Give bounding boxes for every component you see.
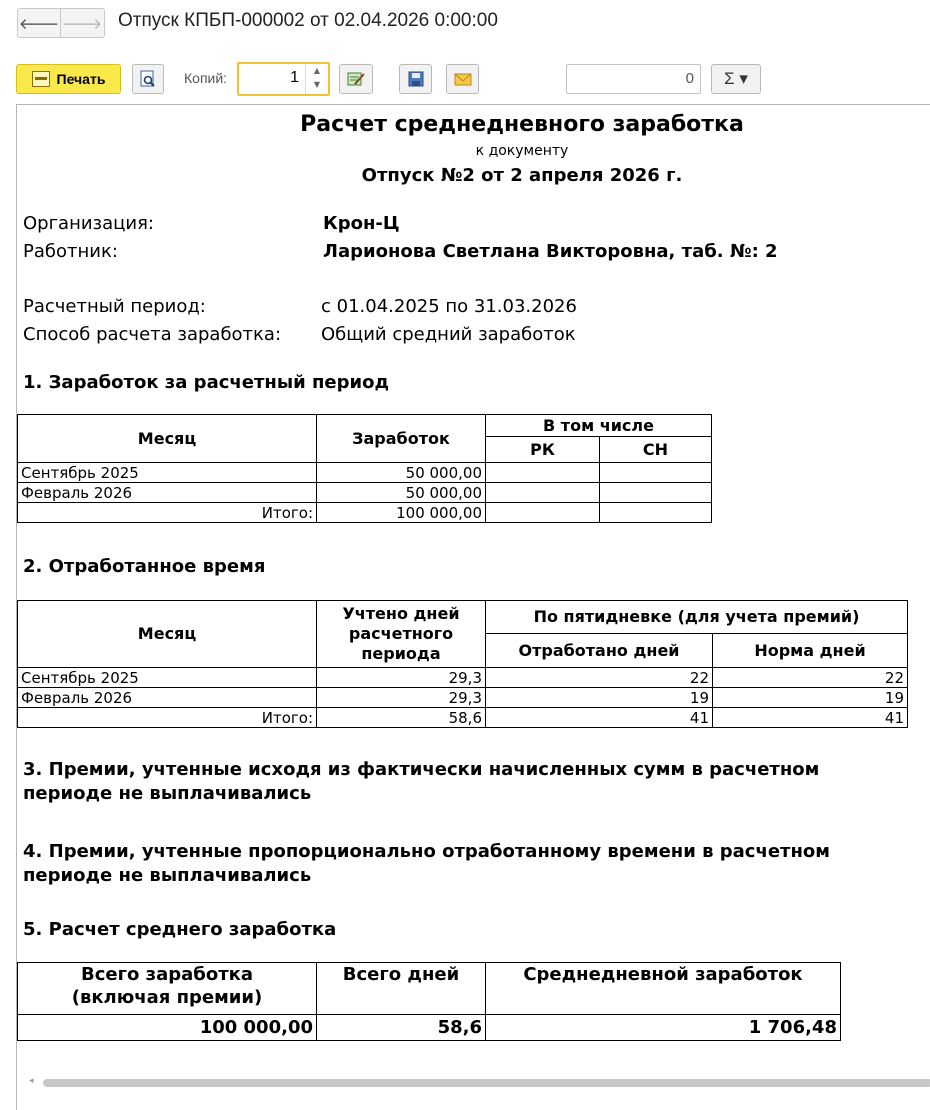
- col-counted-days: [317, 601, 486, 668]
- spin-down-icon[interactable]: ▼: [313, 80, 321, 89]
- cell-earnings: 50 000,00: [317, 483, 486, 503]
- col-month: Месяц: [18, 415, 317, 463]
- total-earnings: 100 000,00: [317, 503, 486, 523]
- print-button-label: Печать: [56, 71, 106, 87]
- sigma-icon: Σ ▾: [724, 69, 748, 88]
- col-including: В том числе: [486, 415, 712, 437]
- earnings-table: [17, 414, 712, 523]
- cell-worked: 22: [486, 668, 713, 688]
- forward-button[interactable]: [60, 9, 103, 37]
- cell-rk: [486, 483, 600, 503]
- save-button[interactable]: [399, 64, 432, 94]
- cell-sn: [600, 483, 712, 503]
- col-total-days: Всего дней: [317, 963, 486, 1015]
- average-earnings-table: [17, 962, 841, 1041]
- copies-label: Копий:: [184, 70, 228, 86]
- col-rk: РК: [486, 437, 600, 463]
- cell-worked: 19: [486, 688, 713, 708]
- table-row: [18, 483, 712, 503]
- cell-rk: [486, 463, 600, 483]
- value-avg-daily: 1 706,48: [486, 1015, 841, 1041]
- worked-time-table: [17, 600, 908, 728]
- sum-field: 0: [566, 64, 701, 94]
- cell-norm: 19: [713, 688, 908, 708]
- col-avg-daily: Среднедневной заработок: [486, 963, 841, 1015]
- sum-menu-button[interactable]: [711, 64, 761, 94]
- col-total-line: Всего заработка: [80, 964, 253, 985]
- col-five-day: По пятидневке (для учета премий): [486, 601, 908, 634]
- navigation-buttons: [17, 8, 105, 38]
- table-header-row: [18, 601, 908, 634]
- copies-spinner[interactable]: [305, 64, 328, 94]
- print-button[interactable]: [16, 64, 121, 94]
- col-counted-days-line: периода: [361, 644, 441, 663]
- table-header-row: [18, 415, 712, 437]
- employee-value: Ларионова Светлана Викторовна, таб. №: 2: [323, 241, 778, 262]
- cell-rk: [486, 503, 600, 523]
- copies-input[interactable]: [239, 64, 299, 92]
- col-counted-days-line: Учтено дней: [342, 604, 460, 623]
- section3-title-cont: периоде не выплачивались: [23, 783, 312, 804]
- preview-button[interactable]: [132, 64, 164, 94]
- scroll-left-icon[interactable]: ◂: [29, 1076, 34, 1086]
- cell-month: Сентябрь 2025: [18, 463, 317, 483]
- section1-title: 1. Заработок за расчетный период: [23, 372, 390, 393]
- method-label: Способ расчета заработка:: [23, 324, 282, 345]
- method-value: Общий средний заработок: [321, 324, 576, 345]
- printer-icon: [32, 71, 50, 87]
- table-row: [18, 668, 908, 688]
- total-label: Итого:: [18, 708, 317, 728]
- table-total-row: [18, 708, 908, 728]
- employee-label: Работник:: [23, 241, 118, 262]
- value-total-days: 58,6: [317, 1015, 486, 1041]
- back-button[interactable]: [18, 9, 60, 37]
- email-button[interactable]: [446, 64, 479, 94]
- spin-up-icon[interactable]: ▲: [313, 66, 321, 75]
- table-row: [18, 688, 908, 708]
- cell-month: Февраль 2026: [18, 688, 317, 708]
- table-row: [18, 1015, 841, 1041]
- cell-days: 29,3: [317, 668, 486, 688]
- table-header-row: [18, 963, 841, 1015]
- table-row: [18, 463, 712, 483]
- cell-month: Февраль 2026: [18, 483, 317, 503]
- org-value: Крон-Ц: [323, 213, 400, 234]
- cell-sn: [600, 503, 712, 523]
- edit-document-icon: [347, 71, 365, 87]
- section4-title: 4. Премии, учтенные пропорционально отработанному времени в расчетном: [23, 841, 830, 862]
- cell-sn: [600, 463, 712, 483]
- envelope-icon: [454, 73, 472, 86]
- report-title: Расчет среднедневного заработка: [300, 112, 744, 137]
- save-icon: [408, 71, 424, 87]
- col-counted-days-line: расчетного: [348, 624, 454, 643]
- total-worked: 41: [486, 708, 713, 728]
- total-days: 58,6: [317, 708, 486, 728]
- col-earnings: Заработок: [317, 415, 486, 463]
- col-month: Месяц: [18, 601, 317, 668]
- cell-month: Сентябрь 2025: [18, 668, 317, 688]
- table-total-row: [18, 503, 712, 523]
- section4-title-cont: периоде не выплачивались: [23, 865, 312, 886]
- horizontal-scrollbar[interactable]: [43, 1079, 930, 1087]
- period-label: Расчетный период:: [23, 296, 206, 317]
- value-total-earnings: 100 000,00: [18, 1015, 317, 1041]
- cell-earnings: 50 000,00: [317, 463, 486, 483]
- col-worked-days: Отработано дней: [486, 634, 713, 668]
- section5-title: 5. Расчет среднего заработка: [23, 919, 337, 940]
- window-title: Отпуск КПБП-000002 от 02.04.2026 0:00:00: [118, 10, 498, 31]
- col-total-line: (включая премии): [71, 987, 263, 1008]
- preview-icon: [140, 70, 156, 88]
- arrow-left-icon: 🡐: [18, 14, 60, 33]
- col-total-earnings: [18, 963, 317, 1015]
- total-norm: 41: [713, 708, 908, 728]
- report-document: [16, 104, 930, 1110]
- col-sn: СН: [600, 437, 712, 463]
- col-norm-days: Норма дней: [713, 634, 908, 668]
- period-value: с 01.04.2025 по 31.03.2026: [321, 296, 577, 317]
- arrow-right-icon: 🡒: [61, 14, 103, 33]
- copies-field: [237, 62, 330, 96]
- section3-title: 3. Премии, учтенные исходя из фактически начисленных сумм в расчетном: [23, 759, 820, 780]
- org-label: Организация:: [23, 213, 154, 234]
- cell-norm: 22: [713, 668, 908, 688]
- total-label: Итого:: [18, 503, 317, 523]
- section2-title: 2. Отработанное время: [23, 556, 266, 577]
- cell-days: 29,3: [317, 688, 486, 708]
- report-subtitle: к документу: [475, 143, 569, 159]
- report-document-ref: Отпуск №2 от 2 апреля 2026 г.: [361, 165, 683, 186]
- edit-button[interactable]: [339, 64, 373, 94]
